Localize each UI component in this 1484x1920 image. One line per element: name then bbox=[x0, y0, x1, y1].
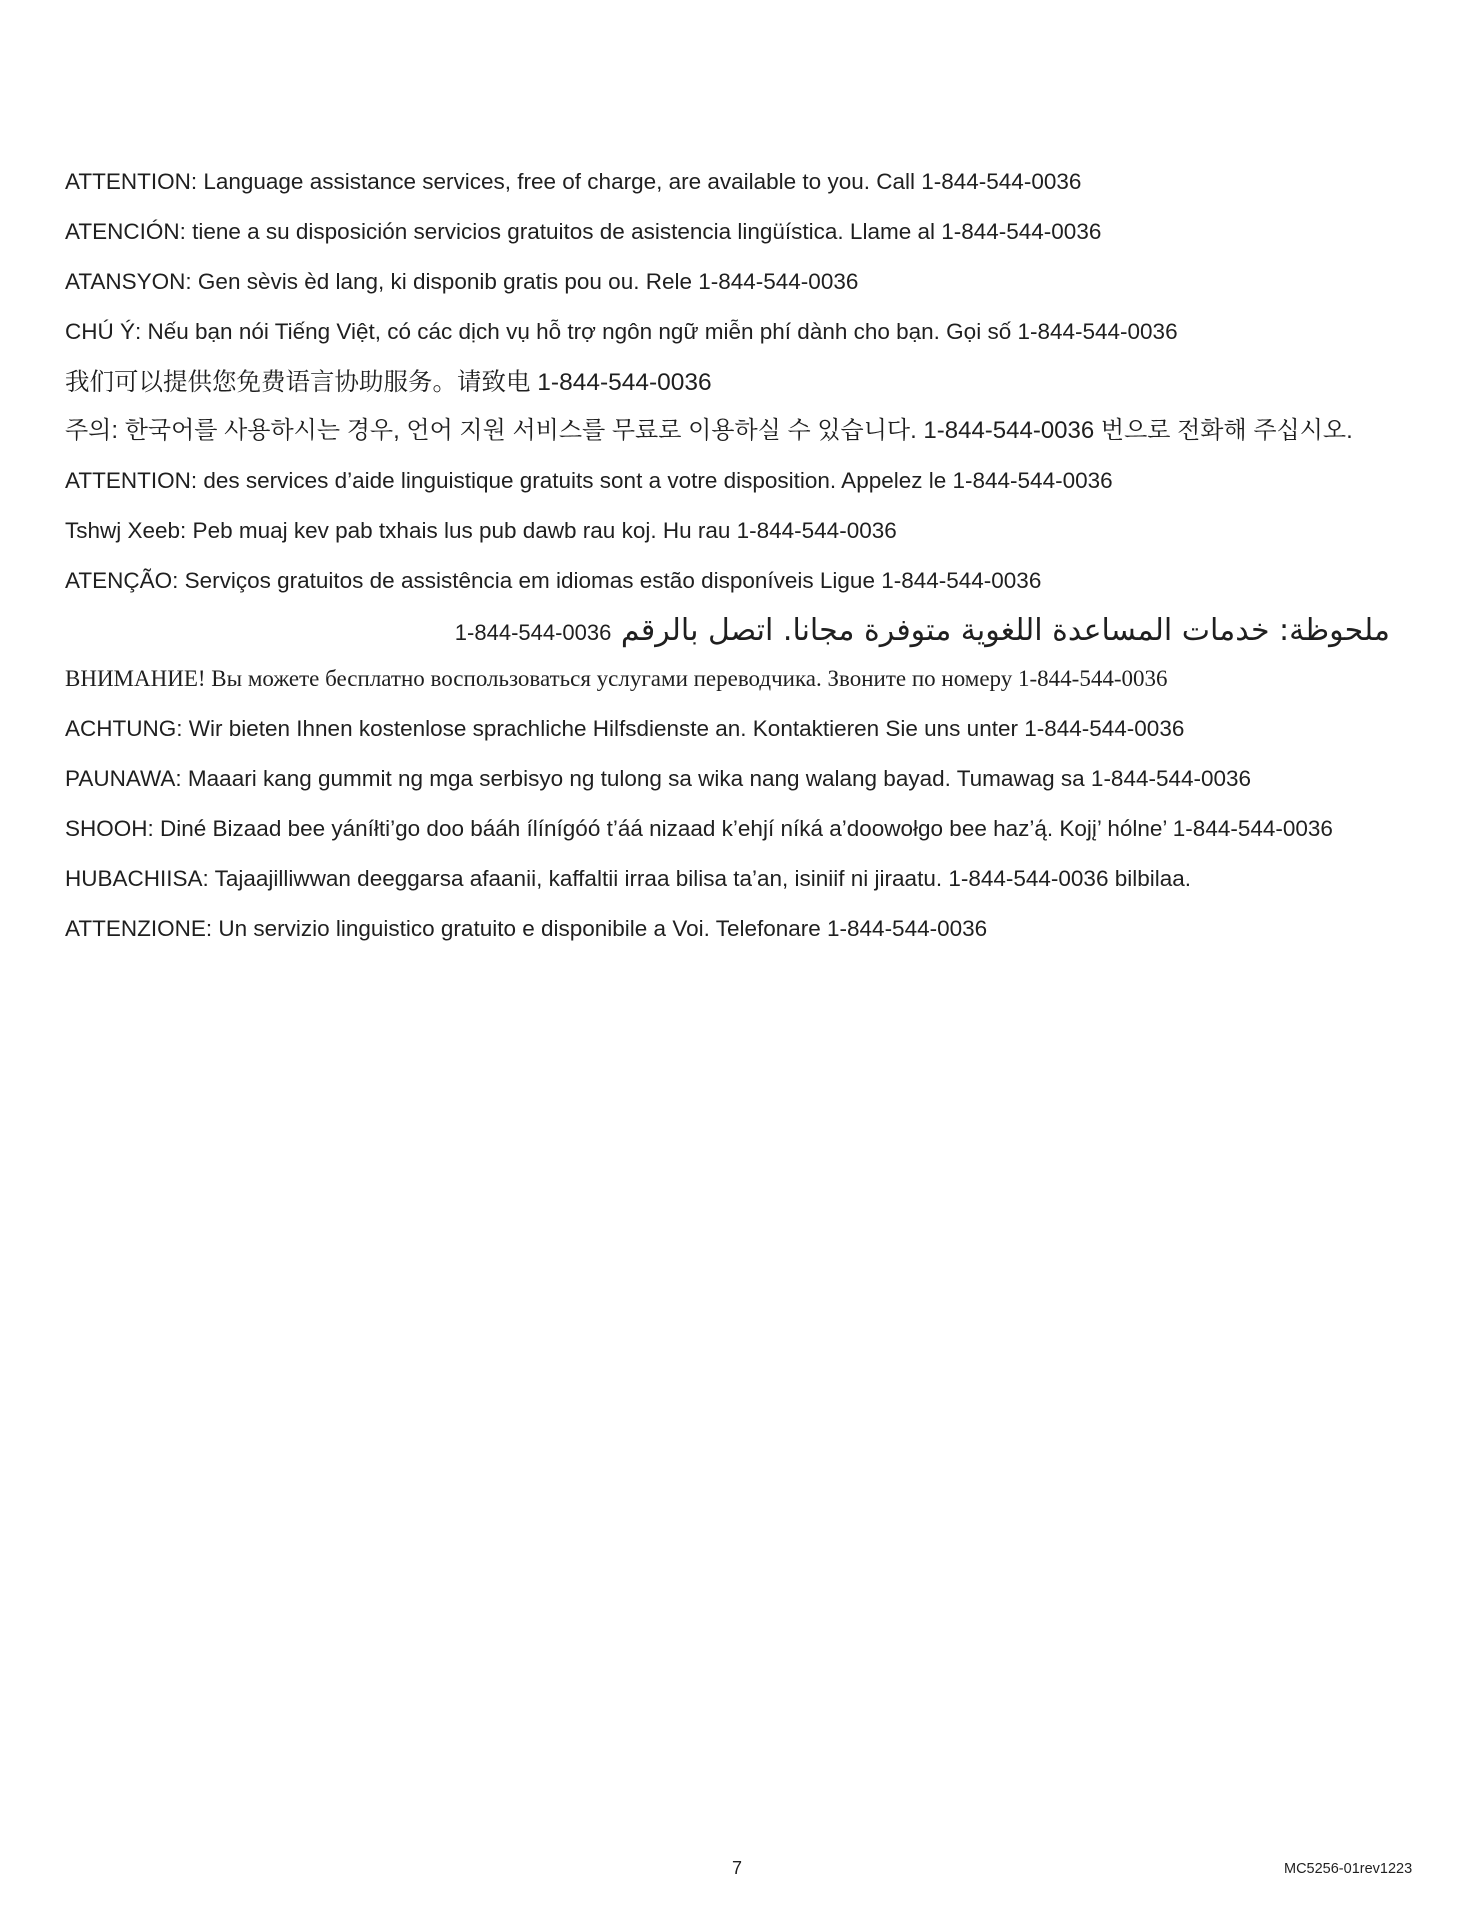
notice-french: ATTENTION: des services d’aide linguistique gratuits sont a votre disposition. Appelez le 1-844-544-0036 bbox=[65, 468, 1113, 493]
notice-portuguese: ATENÇÃO: Serviços gratuitos de assistência em idiomas estão disponíveis Ligue 1-844-544-0036 bbox=[65, 568, 1042, 593]
document-code: MC5256-01rev1223 bbox=[1284, 1861, 1413, 1877]
notice-navajo: SHOOH: Diné Bizaad bee yáníłti’go doo bááh ílínígóó t’áá nizaad k’ehjí níká a’doowołgo bee haz’ą́. Kojį’ hólne’ 1-844-544-0036 bbox=[65, 816, 1333, 841]
notice-german: ACHTUNG: Wir bieten Ihnen kostenlose sprachliche Hilfsdienste an. Kontaktieren Sie uns unter 1-844-544-0036 bbox=[65, 716, 1185, 741]
notice-haitian-creole: ATANSYON: Gen sèvis èd lang, ki disponib gratis pou ou. Rele 1-844-544-0036 bbox=[65, 269, 859, 294]
notice-oromo: HUBACHIISA: Tajaajilliwwan deeggarsa afaanii, kaffaltii irraa bilisa ta’an, isiniif ni jiraatu. 1-844-544-0036 bilbilaa. bbox=[65, 866, 1192, 891]
notice-hmong: Tshwj Xeeb: Peb muaj kev pab txhais lus pub dawb rau koj. Hu rau 1-844-544-0036 bbox=[65, 518, 897, 543]
notice-arabic-phone-number: 1-844-544-0036 bbox=[454, 620, 612, 645]
notice-russian: ВНИМАНИЕ! Вы можете бесплатно воспользоваться услугами переводчика. Звоните по номеру 1-844-544-0036 bbox=[65, 666, 1168, 691]
notice-arabic bbox=[65, 611, 1390, 653]
notice-chinese: 我们可以提供您免费语言协助服务。请致电 1-844-544-0036 bbox=[65, 369, 712, 396]
notice-korean: 주의: 한국어를 사용하시는 경우, 언어 지원 서비스를 무료로 이용하실 수 있습니다. 1-844-544-0036 번으로 전화해 주십시오. bbox=[65, 417, 1353, 444]
page-number: 7 bbox=[732, 1858, 743, 1878]
notice-tagalog: PAUNAWA: Maaari kang gummit ng mga serbisyo ng tulong sa wika nang walang bayad. Tumawag sa 1-844-544-0036 bbox=[65, 766, 1252, 791]
notice-arabic-text: ملحوظة: خدمات المساعدة اللغوية متوفرة مجانا. اتصل بالرقم bbox=[620, 613, 1390, 648]
notice-vietnamese: CHÚ Ý: Nếu bạn nói Tiếng Việt, có các dịch vụ hỗ trợ ngôn ngữ miễn phí dành cho bạn. Gọi số 1-844-544-0036 bbox=[65, 319, 1178, 344]
notice-italian: ATTENZIONE: Un servizio linguistico gratuito e disponibile a Voi. Telefonare 1-844-544-0036 bbox=[65, 916, 988, 941]
language-assistance-notices bbox=[65, 168, 1395, 965]
notice-english: ATTENTION: Language assistance services, free of charge, are available to you. Call 1-844-544-0036 bbox=[65, 169, 1082, 194]
notice-spanish: ATENCIÓN: tiene a su disposición servicios gratuitos de asistencia lingüística. Llame al 1-844-544-0036 bbox=[65, 219, 1102, 244]
